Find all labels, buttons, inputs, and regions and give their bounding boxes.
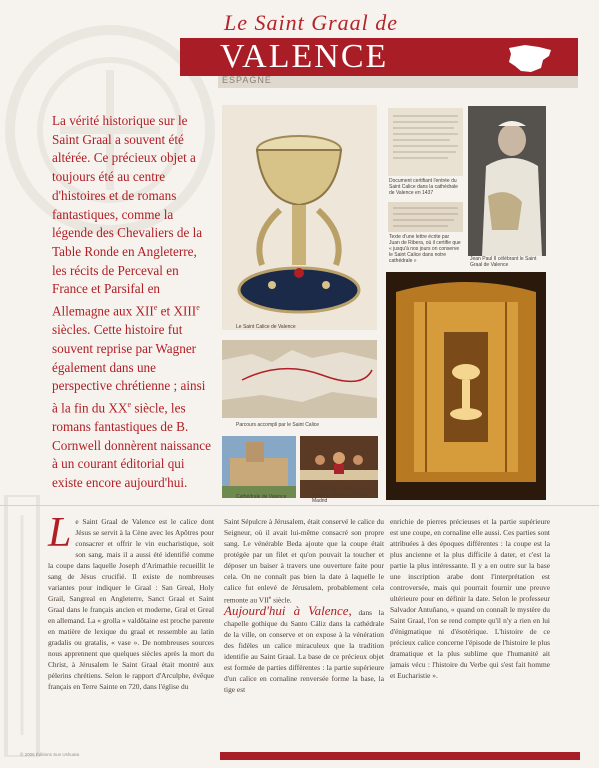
cathedral-caption: Cathédrale de Valence <box>236 494 287 500</box>
intro-text-1: La vérité historique sur le Saint Graal a souvent été altérée. Ce précieux objet a toujours été au centre d'histoires et de romans fantastiques, comme la légende des Chevaliers de la Table Ronde en Angleterre, les récits de Perceval en France et Parsifal en Allemagne aux XII <box>52 113 203 319</box>
chalice-icon <box>222 105 377 330</box>
body-text-3: enrichie de pierres précieuses et la partie supérieure est une coupe, en cornaline elle aussi. Ces parties sont attribuées à des époques différentes : la coupe est la plus ancienne et la plus difficile à dater, et c'est la partie la plus intéressante. Il y a en outre sur la base une inscription arabe dont l'interprétation est controversée, mais qui pourrait fournir une preuve ultérieure pour en définir la date. Selon le professeur Salvador Antuñano, « quand on connaît le mystère du Saint Graal, l'on se rend compte qu'il n'y a rien en lui d'énigmatique ni d'ésotérique. L'histoire de ce précieux calice concerne l'épisode de l'histoire le plus dramatique et la plus sublime que l'humanité ait jamais vécu : l'histoire du Verbe qui s'est fait homme et Eucharistie ». <box>390 517 550 680</box>
pope-caption: Jean Paul II célébrant le Saint Graal de Valence <box>470 256 537 268</box>
script-title: Le Saint Graal de <box>224 10 399 35</box>
footer-band <box>220 752 580 760</box>
letter-icon <box>388 202 463 232</box>
document-caption-2: Texte d'une lettre écrite par Juan de Ribera, où il certifie que « jusqu'à nos jours on conserve le Saint Calice dans notre cathédrale » <box>389 234 461 264</box>
pope-icon <box>468 106 546 256</box>
intro-sup-1: e <box>153 303 158 313</box>
intro-text-3: siècle, les romans fantastiques de B. Cornwell donnèrent naissance à un courant éditorial qui existe encore aujourd'hui. <box>52 400 211 491</box>
map-image <box>222 340 377 418</box>
map-caption: Parcours accompli par le Saint Calice <box>236 422 320 428</box>
supper-caption: Le Sagrado Cristo – Juan de Juanes, Musée du Prado, Madrid <box>312 486 376 504</box>
drop-cap: L <box>48 510 72 556</box>
mediterranean-map-icon <box>222 340 377 418</box>
body-text-2b: siècle. <box>271 595 292 605</box>
intro-sup-2: e <box>196 303 200 313</box>
cathedral-photo <box>222 436 296 498</box>
chapel-shrine-photo <box>386 272 546 500</box>
intro-text-2: siècles. Cette histoire fut souvent reprise par Wagner également dans une perspective chrétienne ; ainsi à la fin du XX <box>52 322 206 416</box>
section-subhead: Aujourd'hui à Valence, <box>224 603 352 619</box>
document-caption-1: Document certifiant l'entrée du Saint Calice dans la cathédrale de Valence en 1437 <box>389 178 458 196</box>
document-image-2 <box>388 202 463 232</box>
pope-photo <box>468 106 546 256</box>
shrine-icon <box>386 272 546 500</box>
country-label: ESPAGNE <box>222 75 272 85</box>
intro-paragraph <box>52 112 214 493</box>
manuscript-icon <box>388 108 463 176</box>
body-column-3 <box>390 516 550 681</box>
intro-text-mid: et XIII <box>157 303 197 319</box>
spain-map-icon <box>505 42 555 74</box>
chalice-photo <box>222 105 377 330</box>
section-divider <box>0 505 599 506</box>
body-text-1: e Saint Graal de Valence est le calice dont Jésus se servit à la Cène avec les Apôtres pour consacrer et offrir le vin eucharistique, soit son sang, mais il a aussi été identifié comme la coupe dans laquelle Joseph d'Arimathie recueillit le sang de Jésus crucifié. Il existe de nombreuses variantes pour indiquer le Graal : San Greal, Holy Grail, Sangreal en Angleterre, Sanct Graal et Saint Graal dans le français ancien et moderne, Gral et Greal en allemand. La « grolla » valdôtaine est proche parente en matière de lexique du graal et ressemble au latin gradalis ou gratalis, « vase ». De nombreuses sources nous apprennent que quelques siècles après la mort du Christ, à Jérusalem le Saint Graal était montré aux pèlerins chrétiens. Selon le rapport d'Arculphe, évêque français en Terre Sainte en 720, dans l'église du <box>48 517 214 691</box>
body-column-2 <box>224 516 384 695</box>
subtitle-band <box>218 76 578 88</box>
body-column-1 <box>48 510 214 692</box>
page-title: VALENCE <box>220 38 389 75</box>
body-text-2c: dans la chapelle gothique du Santo Cáliz dans la cathédrale de la ville, on conserve et on expose à la vénération des fidèles un calice miraculeux que la tradition identifie au Saint Graal. La base de ce précieux objet est formée de parties différentes : la partie supérieure d'un calice en cornaline renversée forme la base, la tige est <box>224 608 384 695</box>
chalice-caption: Le Saint Calice de Valence <box>236 324 296 330</box>
body-text-2a: Saint Sépulcre à Jérusalem, était conservé le calice du Seigneur, où il avait lui-même consacré son propre sang. Le vénérable Beda ajoute que la coupe était protégée par un filet et qu'on pouvait la toucher et déposer un baiser à travers une ouverture faite pour cela. On ne connaît pas bien la date à laquelle le calice fut enlevé de Jérusalem, probablement cela remonte au VII <box>224 517 384 605</box>
intro-sup-3: e <box>127 399 132 409</box>
document-image-1 <box>388 108 463 176</box>
cathedral-icon <box>222 436 296 498</box>
body-sup: e <box>269 596 272 601</box>
copyright-text: © 2006 Éditions Sun Ushuaïa <box>20 752 80 757</box>
frame-ornament-icon <box>0 495 44 757</box>
